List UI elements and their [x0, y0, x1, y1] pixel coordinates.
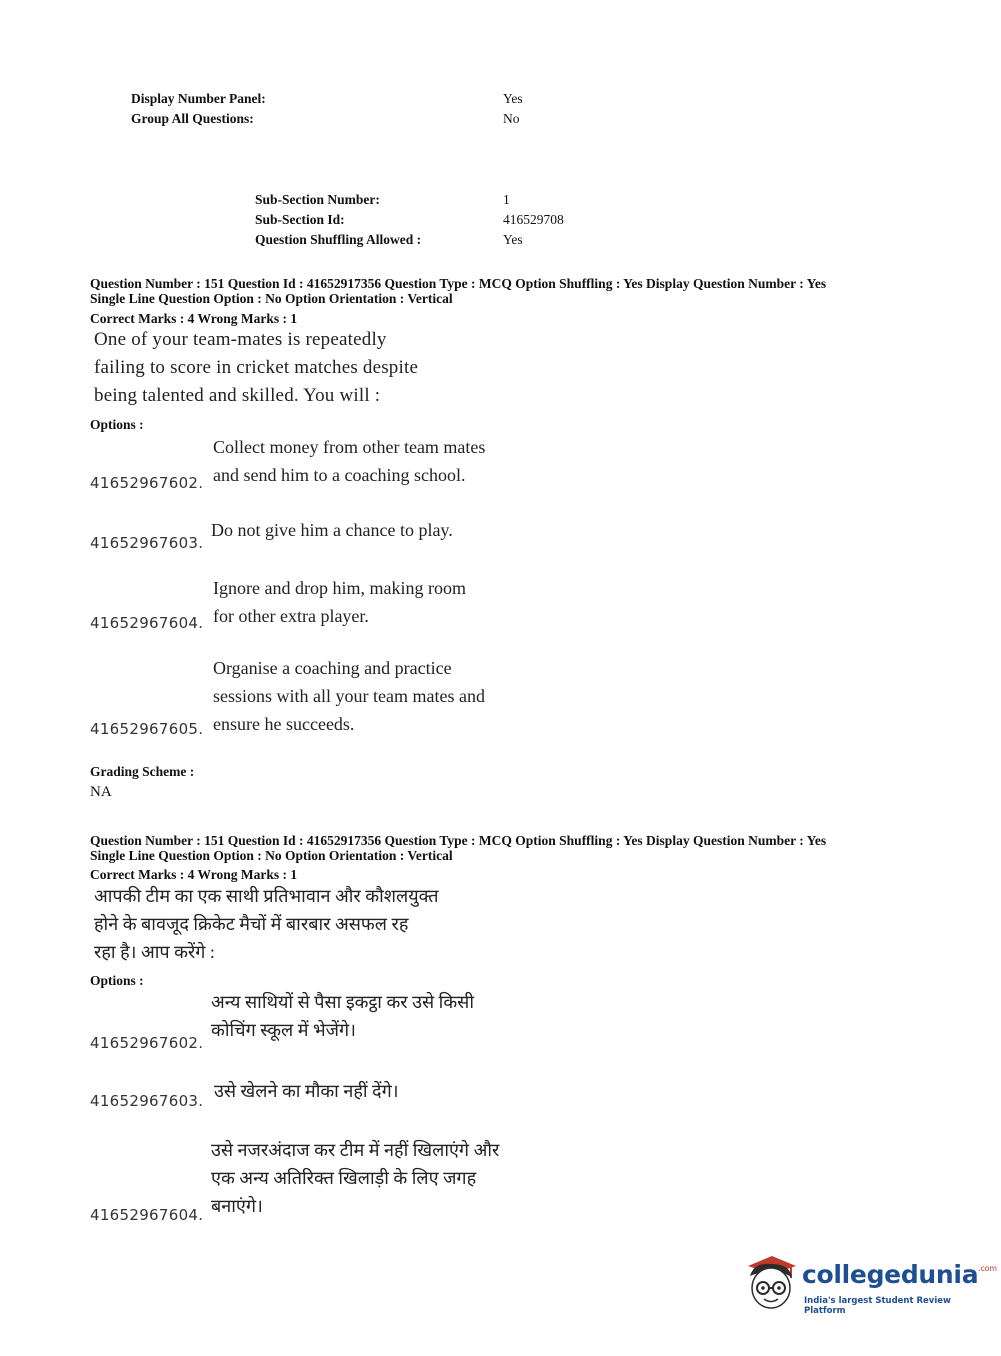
grading-scheme-label: Grading Scheme : — [90, 764, 195, 779]
question-text-line: being talented and skilled. You will : — [94, 385, 381, 406]
subsection-shuffling-label: Question Shuffling Allowed : — [255, 232, 422, 247]
mascot-icon — [742, 1252, 800, 1314]
option-text — [213, 433, 485, 489]
option-text — [213, 574, 466, 630]
option-text-line: Collect money from other team mates — [213, 437, 486, 457]
question-meta-line1: Question Number : 151 Question Id : 41652917356 Question Type : MCQ Option Shuffling : Yes Display Question Number : Yes — [90, 276, 827, 291]
question-text-line: आपकी टीम का एक साथी प्रतिभावान और कौशलयुक्त — [94, 886, 439, 906]
option-id: 41652967603. — [90, 534, 204, 552]
option-text-line: अन्य साथियों से पैसा इकट्ठा कर उसे किसी — [211, 992, 474, 1012]
question-marks: Correct Marks : 4 Wrong Marks : 1 — [90, 311, 298, 326]
question-text — [94, 882, 439, 966]
logo-name: collegedunia — [802, 1260, 979, 1289]
option-text — [211, 1136, 499, 1220]
options-label: Options : — [90, 417, 144, 432]
option-id: 41652967604. — [90, 614, 204, 632]
subsection-shuffling-value: Yes — [503, 232, 523, 247]
option-id: 41652967604. — [90, 1206, 204, 1224]
display-number-panel-value: Yes — [503, 91, 523, 106]
option-text-line: उसे खेलने का मौका नहीं देंगे। — [214, 1081, 399, 1101]
option-text — [213, 654, 485, 738]
option-text-line: Do not give him a chance to play. — [211, 520, 453, 540]
subsection-number-value: 1 — [503, 192, 510, 207]
question-text-line: One of your team-mates is repeatedly — [94, 329, 387, 350]
grading-scheme-value: NA — [90, 784, 112, 800]
option-text-line: एक अन्य अतिरिक्त खिलाड़ी के लिए जगह — [211, 1168, 477, 1188]
subsection-number-label: Sub-Section Number: — [255, 192, 380, 207]
option-text — [214, 1077, 399, 1105]
option-text-line: ensure he succeeds. — [213, 714, 355, 734]
collegedunia-logo — [742, 1250, 997, 1320]
logo-suffix: .com — [978, 1264, 997, 1273]
question-meta-line2: Single Line Question Option : No Option Orientation : Vertical — [90, 291, 453, 306]
option-text-line: sessions with all your team mates and — [213, 686, 485, 706]
question-text-line: रहा है। आप करेंगे : — [94, 942, 215, 962]
group-all-questions-label: Group All Questions: — [131, 111, 254, 126]
question-text — [94, 326, 418, 410]
option-text-line: बनाएंगे। — [211, 1196, 263, 1216]
option-text-line: for other extra player. — [213, 606, 369, 626]
group-all-questions-value: No — [503, 111, 520, 126]
question-marks: Correct Marks : 4 Wrong Marks : 1 — [90, 867, 298, 882]
question-meta-line1: Question Number : 151 Question Id : 41652917356 Question Type : MCQ Option Shuffling : Yes Display Question Number : Yes — [90, 833, 827, 848]
display-number-panel-label: Display Number Panel: — [131, 91, 266, 106]
option-text-line: कोचिंग स्कूल में भेजेंगे। — [211, 1020, 356, 1040]
option-text-line: उसे नजरअंदाज कर टीम में नहीं खिलाएंगे और — [211, 1140, 500, 1160]
option-id: 41652967605. — [90, 720, 204, 738]
question-meta-line2: Single Line Question Option : No Option Orientation : Vertical — [90, 848, 453, 863]
option-text — [211, 988, 474, 1044]
options-label: Options : — [90, 973, 144, 988]
logo-tagline: India's largest Student Review Platform — [804, 1296, 951, 1316]
option-text-line: and send him to a coaching school. — [213, 465, 466, 485]
option-id: 41652967602. — [90, 474, 204, 492]
option-text-line: Ignore and drop him, making room — [213, 578, 466, 598]
subsection-id-label: Sub-Section Id: — [255, 212, 345, 227]
option-text — [211, 516, 453, 544]
question-text-line: होने के बावजूद क्रिकेट मैचों में बारबार असफल रह — [94, 914, 409, 934]
option-id: 41652967603. — [90, 1092, 204, 1110]
option-id: 41652967602. — [90, 1034, 204, 1052]
question-text-line: failing to score in cricket matches despite — [94, 357, 419, 378]
option-text-line: Organise a coaching and practice — [213, 658, 452, 678]
subsection-id-value: 416529708 — [503, 212, 564, 227]
